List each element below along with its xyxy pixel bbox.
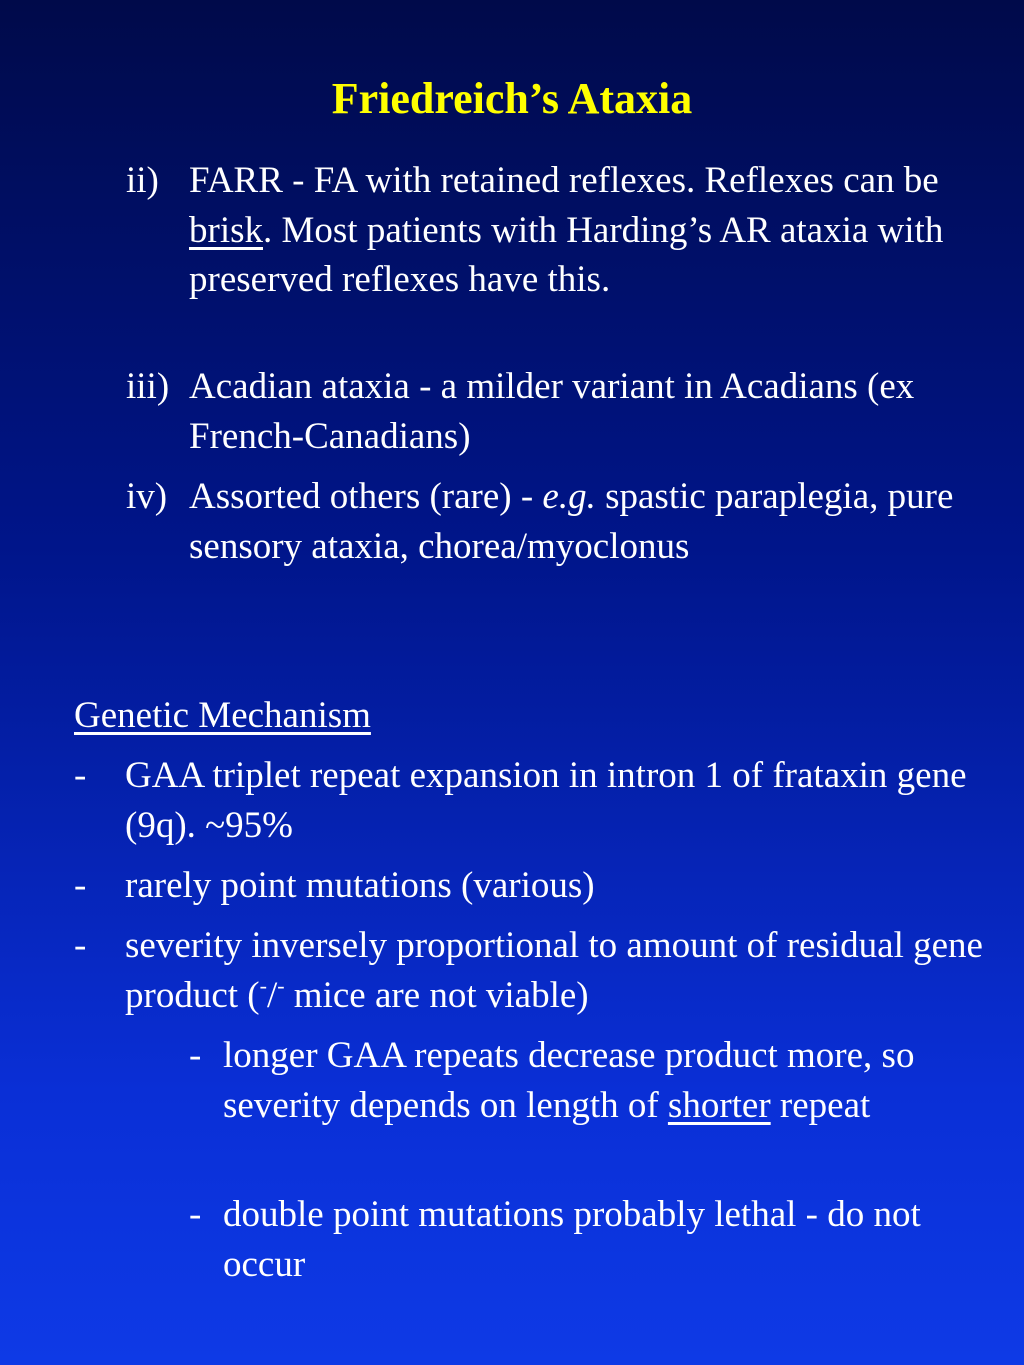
sub-list-item (189, 1031, 989, 1130)
superscript: - (259, 972, 267, 998)
item-text (189, 472, 1006, 571)
item-marker: ii) (126, 160, 159, 201)
item-text: GAA triplet repeat expansion in intron 1 of frataxin gene (9q). ~95% (125, 755, 967, 846)
item-text (125, 921, 984, 1020)
text-segment: severity inversely proportional to amount of residual gene product ( (125, 925, 983, 1016)
bullet-dash: - (189, 1194, 202, 1235)
item-text: rarely point mutations (various) (125, 865, 595, 906)
text-segment: mice are not viable) (284, 974, 589, 1016)
list-item (74, 861, 984, 911)
item-text (223, 1031, 989, 1130)
text-segment: repeat (770, 1084, 871, 1126)
item-marker: iii) (126, 366, 170, 407)
text-segment: spastic paraplegia, pure sensory ataxia, chorea/myoclonus (189, 476, 954, 567)
item-text: double point mutations probably lethal - do not occur (223, 1194, 921, 1285)
slide-title: Friedreich’s Ataxia (331, 74, 693, 123)
text-segment: . Most patients with Harding’s AR ataxia with preserved reflexes have this. (189, 209, 944, 300)
variant-item-acadian (126, 362, 1006, 461)
underlined-word: brisk (189, 209, 263, 251)
item-marker: iv) (126, 476, 168, 517)
superscript: - (277, 972, 285, 998)
underlined-word: shorter (667, 1084, 771, 1126)
text-segment: Assorted others (rare) - (189, 476, 543, 517)
variant-item-farr (126, 156, 1006, 305)
bullet-dash: - (189, 1035, 202, 1076)
item-text (189, 156, 1006, 305)
text-segment: FARR - FA with retained reflexes. Reflexes can be (189, 160, 939, 201)
bullet-dash: - (74, 925, 87, 966)
bullet-dash: - (74, 865, 87, 906)
bullet-dash: - (74, 755, 87, 796)
text-segment: longer GAA repeats decrease product more, so severity depends on length of (223, 1035, 915, 1126)
sub-list-item (189, 1190, 989, 1289)
variant-item-others (126, 472, 1006, 571)
section-heading: Genetic Mechanism (74, 695, 371, 736)
list-item (74, 921, 984, 1020)
text-segment: / (266, 974, 278, 1016)
item-text: Acadian ataxia - a milder variant in Acadians (ex French-Canadians) (189, 366, 915, 457)
italic-text: e.g. (542, 476, 596, 517)
list-item (74, 751, 984, 850)
